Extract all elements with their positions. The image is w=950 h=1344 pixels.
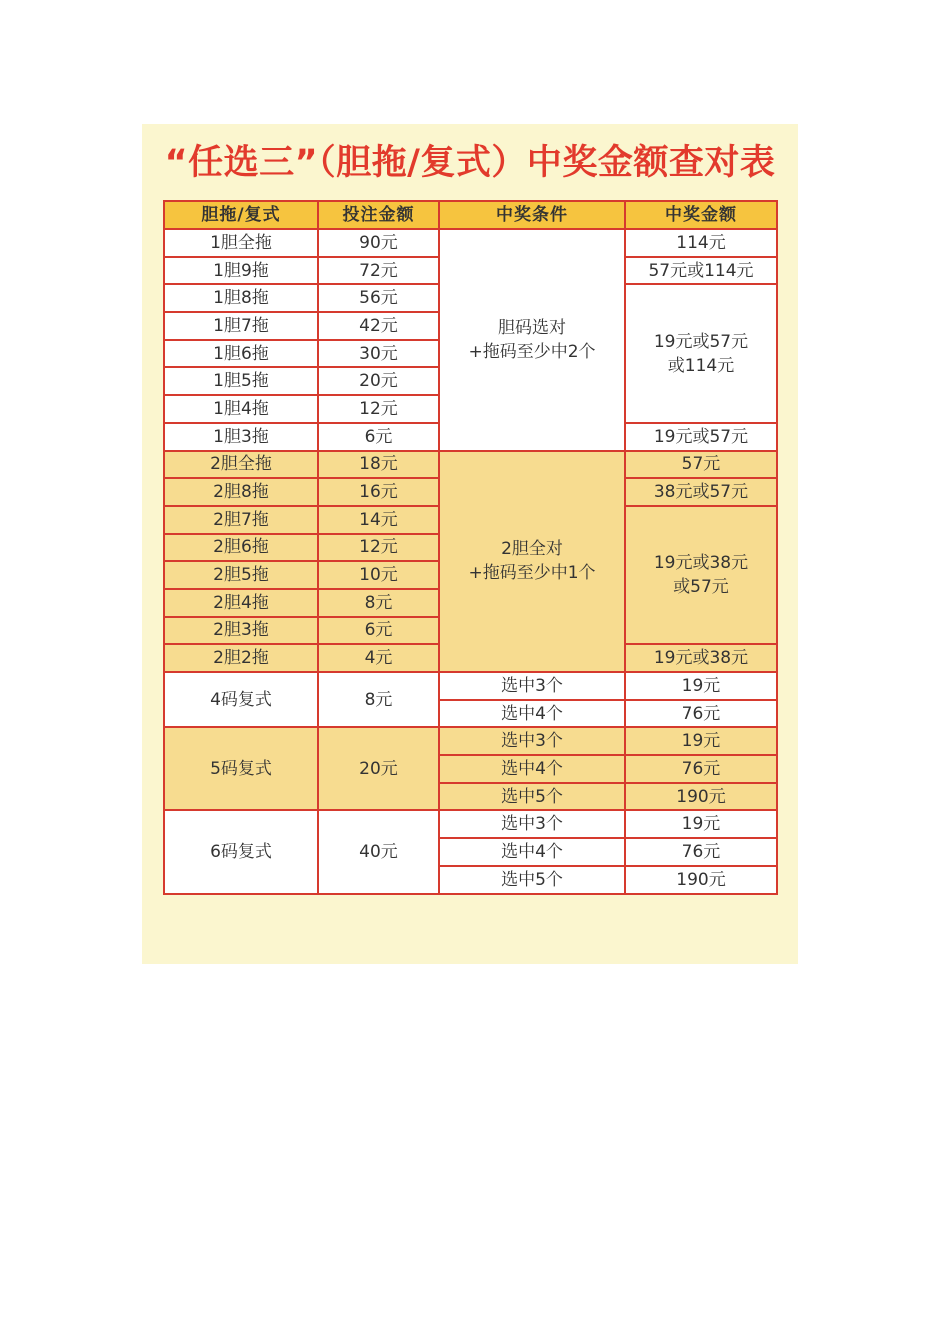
prize-line: 19元或38元: [653, 553, 749, 574]
bet-type-cell: 1胆4拖: [164, 395, 318, 423]
bet-type-cell: 2胆4拖: [164, 589, 318, 617]
win-condition-cell: 选中3个: [439, 810, 625, 838]
bet-type-cell: 1胆9拖: [164, 257, 318, 285]
header-cell: 中奖条件: [439, 201, 625, 229]
prize-cell: [625, 284, 777, 422]
win-condition-cell: [439, 229, 625, 451]
bet-type-cell: 2胆5拖: [164, 561, 318, 589]
bet-type-cell: 2胆6拖: [164, 534, 318, 562]
bet-amount-cell: 72元: [318, 257, 439, 285]
prize-cell: 57元或114元: [625, 257, 777, 285]
bet-type-cell: 1胆5拖: [164, 367, 318, 395]
prize-cell: 19元或38元: [625, 644, 777, 672]
bet-amount-cell: 18元: [318, 451, 439, 479]
prize-cell: 114元: [625, 229, 777, 257]
bet-type-cell: 4码复式: [164, 672, 318, 727]
prize-cell: 19元或57元: [625, 423, 777, 451]
bet-amount-cell: 8元: [318, 672, 439, 727]
prize-cell: 38元或57元: [625, 478, 777, 506]
win-condition-cell: 选中4个: [439, 700, 625, 728]
win-condition-cell: 选中4个: [439, 755, 625, 783]
condition-line: +拖码至少中1个: [468, 563, 596, 584]
bet-type-cell: 1胆3拖: [164, 423, 318, 451]
prize-cell: 190元: [625, 866, 777, 894]
bet-type-cell: 2胆全拖: [164, 451, 318, 479]
win-condition-cell: 选中4个: [439, 838, 625, 866]
prize-cell: [625, 506, 777, 644]
bet-type-cell: 1胆7拖: [164, 312, 318, 340]
bet-amount-cell: 20元: [318, 727, 439, 810]
win-condition-cell: 选中3个: [439, 727, 625, 755]
bet-type-cell: 2胆2拖: [164, 644, 318, 672]
condition-line: +拖码至少中2个: [468, 341, 596, 362]
bet-amount-cell: 4元: [318, 644, 439, 672]
win-condition-cell: 选中5个: [439, 866, 625, 894]
bet-type-cell: 2胆8拖: [164, 478, 318, 506]
bet-type-cell: 1胆8拖: [164, 284, 318, 312]
bet-type-cell: 2胆3拖: [164, 617, 318, 645]
table-row: [164, 672, 777, 700]
prize-cell: 190元: [625, 783, 777, 811]
condition-line: 胆码选对: [498, 317, 566, 338]
prize-cell: 76元: [625, 755, 777, 783]
bet-type-cell: 5码复式: [164, 727, 318, 810]
prize-table: [163, 200, 778, 895]
bet-type-cell: 2胆7拖: [164, 506, 318, 534]
table-row: [164, 229, 777, 257]
header-row: [164, 201, 777, 229]
prize-cell: 19元: [625, 810, 777, 838]
prize-line: 或57元: [673, 577, 729, 598]
bet-amount-cell: 14元: [318, 506, 439, 534]
bet-amount-cell: 30元: [318, 340, 439, 368]
bet-amount-cell: 8元: [318, 589, 439, 617]
win-condition-cell: 选中5个: [439, 783, 625, 811]
bet-type-cell: 1胆6拖: [164, 340, 318, 368]
bet-amount-cell: 6元: [318, 423, 439, 451]
prize-line: 19元或57元: [653, 331, 749, 352]
bet-amount-cell: 12元: [318, 534, 439, 562]
win-condition-cell: 选中3个: [439, 672, 625, 700]
bet-type-cell: 6码复式: [164, 810, 318, 893]
win-condition-cell: [439, 451, 625, 673]
condition-line: 2胆全对: [501, 539, 563, 560]
bet-amount-cell: 16元: [318, 478, 439, 506]
prize-cell: 19元: [625, 727, 777, 755]
bet-amount-cell: 10元: [318, 561, 439, 589]
prize-line: 或114元: [667, 355, 735, 376]
bet-type-cell: 1胆全拖: [164, 229, 318, 257]
bet-amount-cell: 6元: [318, 617, 439, 645]
prize-cell: 76元: [625, 838, 777, 866]
bet-amount-cell: 12元: [318, 395, 439, 423]
header-cell: 胆拖/复式: [164, 201, 318, 229]
lottery-prize-card: [142, 124, 798, 964]
bet-amount-cell: 40元: [318, 810, 439, 893]
bet-amount-cell: 20元: [318, 367, 439, 395]
header-cell: 投注金额: [318, 201, 439, 229]
prize-cell: 19元: [625, 672, 777, 700]
page-title: “任选三”（胆拖/复式）中奖金额查对表: [164, 143, 776, 183]
bet-amount-cell: 56元: [318, 284, 439, 312]
table-row: [164, 727, 777, 755]
prize-cell: 76元: [625, 700, 777, 728]
prize-cell: 57元: [625, 451, 777, 479]
table-row: [164, 810, 777, 838]
table-row: [164, 451, 777, 479]
bet-amount-cell: 42元: [318, 312, 439, 340]
bet-amount-cell: 90元: [318, 229, 439, 257]
header-cell: 中奖金额: [625, 201, 777, 229]
